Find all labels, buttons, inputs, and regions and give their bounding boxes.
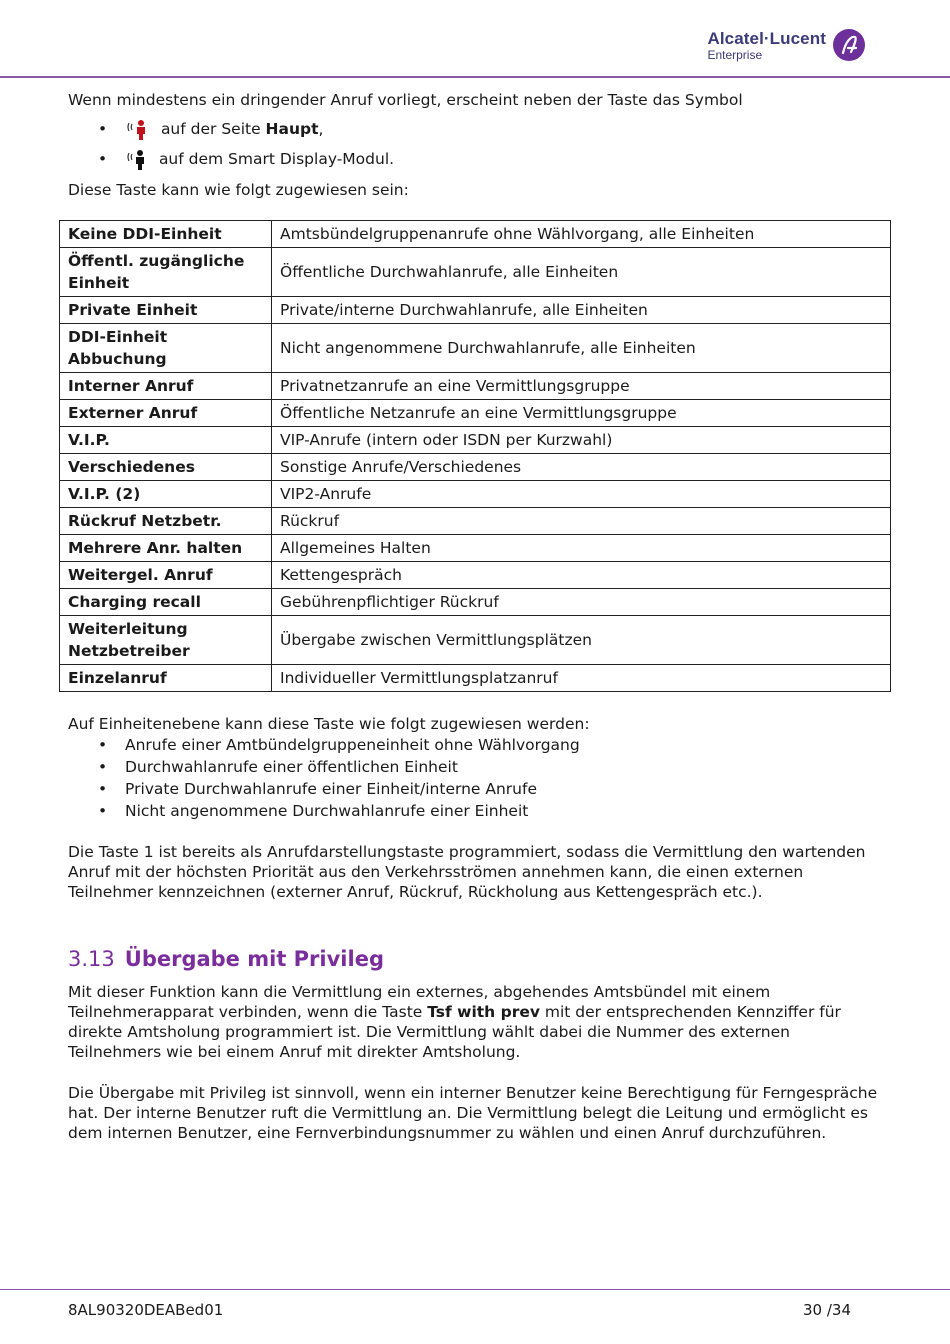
table-cell-key: V.I.P. <box>60 427 272 454</box>
key-assignment-table <box>59 220 891 692</box>
table-cell-value: Rückruf <box>272 508 891 535</box>
table-cell-key: DDI-Einheit Abbuchung <box>60 324 272 373</box>
table-cell-key: Interner Anruf <box>60 373 272 400</box>
list-item: • auf dem Smart Display-Modul. <box>68 144 888 174</box>
table-cell-value: Kettengespräch <box>272 562 891 589</box>
table-row <box>60 535 891 562</box>
page-content <box>68 90 888 1143</box>
urgent-call-icon <box>126 149 148 171</box>
symbol-item-prefix: auf dem Smart Display-Modul. <box>158 150 395 168</box>
table-cell-key: Charging recall <box>60 589 272 616</box>
table-row <box>60 562 891 589</box>
table-cell-key: Verschiedenes <box>60 454 272 481</box>
list-item-text: Nicht angenommene Durchwahlanrufe einer Einheit <box>125 802 529 820</box>
table-cell-value: Öffentliche Durchwahlanrufe, alle Einheiten <box>272 248 891 297</box>
header-rule <box>0 76 950 78</box>
table-cell-value: Allgemeines Halten <box>272 535 891 562</box>
symbol-item-bold: Haupt <box>265 120 319 138</box>
urgent-call-icon <box>126 119 150 141</box>
symbol-list <box>68 114 888 174</box>
table-row <box>60 508 891 535</box>
section-heading <box>68 946 888 972</box>
table-row <box>60 248 891 297</box>
section-title: Übergabe mit Privileg <box>124 947 384 971</box>
table-cell-value: Sonstige Anrufe/Verschiedenes <box>272 454 891 481</box>
intro-text: Wenn mindestens ein dringender Anruf vorliegt, erscheint neben der Taste das Symbol <box>68 91 743 109</box>
table-cell-value: VIP2-Anrufe <box>272 481 891 508</box>
footer-doc-id: 8AL90320DEABed01 <box>68 1301 224 1319</box>
footer-page-number: 30 /34 <box>803 1301 851 1319</box>
list-item: • Anrufe einer Amtbündelgruppeneinheit ohne Wählvorgang <box>98 736 580 754</box>
table-row <box>60 400 891 427</box>
table-row <box>60 454 891 481</box>
table-cell-key: Keine DDI-Einheit <box>60 221 272 248</box>
unit-list <box>68 734 888 822</box>
symbol-item-prefix: auf der Seite <box>160 120 266 138</box>
table-row <box>60 616 891 665</box>
table-row <box>60 324 891 373</box>
symbol-item-suffix: , <box>318 120 324 138</box>
section-number: 3.13 <box>68 947 115 971</box>
table-row <box>60 481 891 508</box>
list-item: • Nicht angenommene Durchwahlanrufe einer Einheit <box>98 802 529 820</box>
table-row <box>60 427 891 454</box>
assign-text: Diese Taste kann wie folgt zugewiesen sein: <box>68 181 409 199</box>
table-cell-value: Gebührenpflichtiger Rückruf <box>272 589 891 616</box>
table-cell-key: Weiterleitung Netzbetreiber <box>60 616 272 665</box>
table-cell-key: Einzelanruf <box>60 665 272 692</box>
list-item: • Durchwahlanrufe einer öffentlichen Einheit <box>98 758 458 776</box>
logo-sub: Enterprise <box>707 47 763 62</box>
table-cell-value: Amtsbündelgruppenanrufe ohne Wählvorgang, alle Einheiten <box>272 221 891 248</box>
table-row <box>60 221 891 248</box>
paragraph-key1: Die Taste 1 ist bereits als Anrufdarstellungstaste programmiert, sodass die Vermittlung den wartenden Anruf mit der höchsten Priorität aus den Verkehrsströmen annehmen kann, die einen externen Teilnehmer kennzeichnen (externer Anruf, Rückruf, Rückholung aus Kettengespräch etc.). <box>68 843 866 901</box>
unit-intro: Auf Einheitenebene kann diese Taste wie folgt zugewiesen werden: <box>68 715 590 733</box>
paragraph-privilege: Die Übergabe mit Privileg ist sinnvoll, wenn ein interner Benutzer keine Berechtigung für Ferngespräche hat. Der interne Benutzer ruft die Vermittlung an. Die Vermittlung belegt die Leitung und ermöglicht es dem internen Benutzer, eine Fernverbindungsnummer zu wählen und einen Anruf durchzuführen. <box>68 1084 878 1142</box>
logo-mark-icon <box>832 28 866 62</box>
table-cell-key: Mehrere Anr. halten <box>60 535 272 562</box>
paragraph-function: Mit dieser Funktion kann die Vermittlung ein externes, abgehendes Amtsbündel mit einem Teilnehmerapparat verbinden, wenn die Taste Tsf with prev mit der entsprechenden Kennziffer für direkte Amtsholung programmiert ist. Die Vermittlung wählt dabei die Nummer des externen Teilnehmers wie bei einem Anruf mit direkter Amtsholung. <box>68 983 841 1061</box>
table-cell-key: Private Einheit <box>60 297 272 324</box>
table-cell-key: Rückruf Netzbetr. <box>60 508 272 535</box>
table-cell-value: VIP-Anrufe (intern oder ISDN per Kurzwahl) <box>272 427 891 454</box>
table-cell-value: Private/interne Durchwahlanrufe, alle Einheiten <box>272 297 891 324</box>
table-cell-value: Individueller Vermittlungsplatzanruf <box>272 665 891 692</box>
list-item: • auf der Seite Haupt, <box>68 114 888 144</box>
list-item: • Private Durchwahlanrufe einer Einheit/interne Anrufe <box>98 780 537 798</box>
table-cell-value: Öffentliche Netzanrufe an eine Vermittlungsgruppe <box>272 400 891 427</box>
table-cell-key: V.I.P. (2) <box>60 481 272 508</box>
table-row <box>60 589 891 616</box>
key-name: Tsf with prev <box>427 1003 540 1021</box>
table-row <box>60 373 891 400</box>
table-cell-key: Öffentl. zugängliche Einheit <box>60 248 272 297</box>
table-cell-key: Weitergel. Anruf <box>60 562 272 589</box>
table-cell-value: Privatnetzanrufe an eine Vermittlungsgruppe <box>272 373 891 400</box>
list-item-text: Durchwahlanrufe einer öffentlichen Einheit <box>125 758 458 776</box>
list-item-text: Anrufe einer Amtbündelgruppeneinheit ohne Wählvorgang <box>125 736 580 754</box>
table-cell-value: Nicht angenommene Durchwahlanrufe, alle Einheiten <box>272 324 891 373</box>
table-cell-key: Externer Anruf <box>60 400 272 427</box>
list-item-text: Private Durchwahlanrufe einer Einheit/interne Anrufe <box>125 780 537 798</box>
company-logo <box>707 28 866 62</box>
footer-rule <box>0 1289 950 1290</box>
logo-brand: Alcatel·Lucent <box>707 28 826 48</box>
table-cell-value: Übergabe zwischen Vermittlungsplätzen <box>272 616 891 665</box>
table-row <box>60 665 891 692</box>
table-row <box>60 297 891 324</box>
